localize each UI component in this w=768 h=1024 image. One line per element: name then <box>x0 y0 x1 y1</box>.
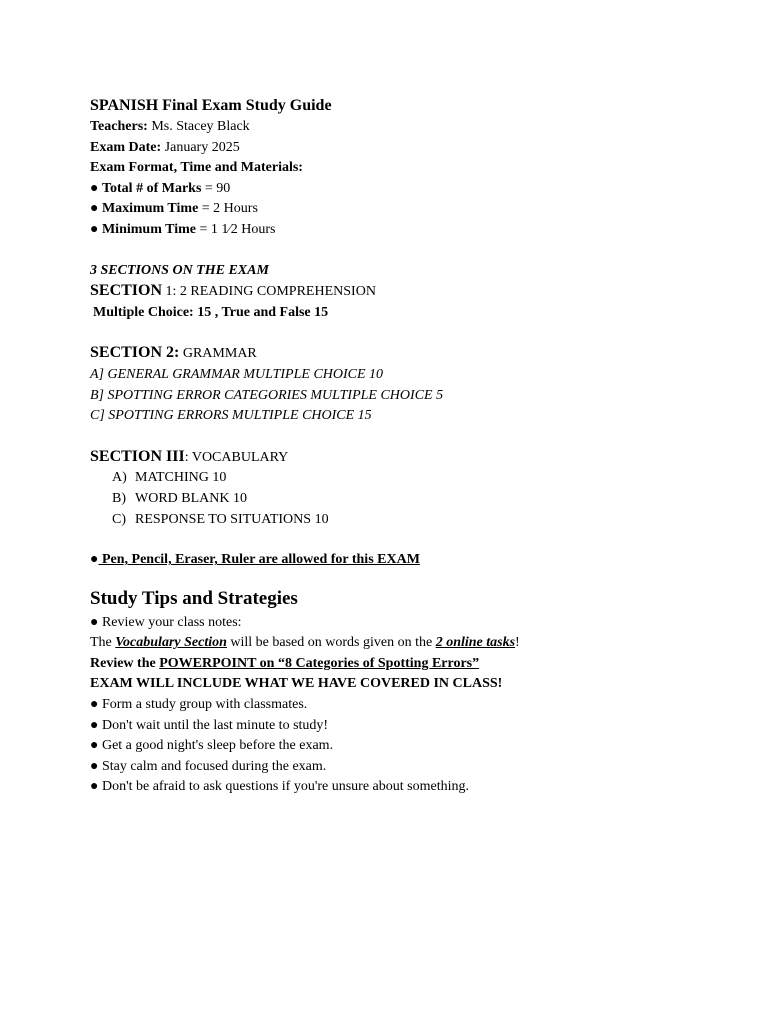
section3-heading <box>90 447 730 469</box>
exam-date-label: Exam Date: <box>90 139 162 155</box>
teachers-value: Ms. Stacey Black <box>151 119 250 134</box>
exam-date-value: January 2025 <box>164 139 240 155</box>
bullet-icon: ● <box>90 221 99 237</box>
spacer <box>90 571 730 585</box>
bullet-icon: ● <box>90 201 99 217</box>
vocab-post: ! <box>515 635 520 651</box>
exam-include-note: EXAM WILL INCLUDE WHAT WE HAVE COVERED IN CLASS! <box>90 676 503 692</box>
item-letter: B) <box>112 490 126 506</box>
review-notes: ● Review your class notes: <box>90 614 242 630</box>
bullet-icon: ● <box>90 552 99 568</box>
item-text: RESPONSE TO SITUATIONS 10 <box>135 511 329 527</box>
section2-item-a: A] GENERAL GRAMMAR MULTIPLE CHOICE 10 <box>90 366 384 382</box>
section3-item-c <box>90 510 730 531</box>
vocab-section-emphasis: Vocabulary Section <box>115 635 227 651</box>
format-heading: Exam Format, Time and Materials: <box>90 160 303 176</box>
spacer <box>90 323 730 343</box>
section1-heading <box>90 281 730 303</box>
item-letter: C) <box>112 511 126 527</box>
tip-item: ● Stay calm and focused during the exam. <box>90 758 327 774</box>
item-text: MATCHING 10 <box>135 470 227 486</box>
spacer <box>90 427 730 447</box>
format-item-value: = 2 Hours <box>201 201 258 217</box>
format-item-value: = 1 1⁄2 Hours <box>199 221 276 237</box>
vocab-pre: The <box>90 635 116 651</box>
powerpoint-pre: Review the <box>90 655 160 671</box>
section3-item-a <box>90 468 730 489</box>
powerpoint-line <box>90 654 730 675</box>
materials-note-text: Pen, Pencil, Eraser, Ruler are allowed for this EXAM <box>98 552 420 568</box>
section1-detail: Multiple Choice: 15 , True and False 15 <box>93 304 329 320</box>
vocab-line <box>90 633 730 654</box>
spacer <box>90 241 730 261</box>
section1-title: 1: 2 READING COMPREHENSION <box>162 284 376 300</box>
online-tasks-emphasis: 2 online tasks <box>435 635 516 651</box>
section1-label: SECTION <box>90 282 163 300</box>
powerpoint-link[interactable]: POWERPOINT on “8 Categories of Spotting Errors” <box>159 655 480 671</box>
materials-note <box>90 550 730 571</box>
format-item-min-time <box>90 220 730 241</box>
spacer <box>90 530 730 550</box>
section2-title: GRAMMAR <box>179 346 257 362</box>
tip-item: ● Form a study group with classmates. <box>90 697 308 713</box>
teachers-line <box>90 117 730 138</box>
section3-item-b <box>90 489 730 510</box>
study-tips-heading: Study Tips and Strategies <box>90 587 298 609</box>
format-item-marks <box>90 179 730 200</box>
format-item-label: Maximum Time <box>101 201 199 217</box>
bullet-icon: ● <box>90 180 99 196</box>
section3-label: SECTION III <box>90 447 185 465</box>
tip-item: ● Don't be afraid to ask questions if you're unsure about something. <box>90 779 469 795</box>
teachers-label: Teachers: <box>90 119 148 134</box>
vocab-mid: will be based on words given on the <box>226 635 436 651</box>
sections-heading: 3 SECTIONS ON THE EXAM <box>90 262 269 278</box>
section2-item-c: C] SPOTTING ERRORS MULTIPLE CHOICE 15 <box>90 408 372 424</box>
format-item-value: = 90 <box>204 180 231 196</box>
exam-date-line <box>90 138 730 159</box>
format-item-label: Minimum Time <box>101 221 196 237</box>
format-item-label: Total # of Marks <box>101 180 202 196</box>
tip-item: ● Get a good night's sleep before the exam. <box>90 738 334 754</box>
item-letter: A) <box>112 470 127 486</box>
section3-title: : VOCABULARY <box>184 449 289 465</box>
page-title: SPANISH Final Exam Study Guide <box>90 97 332 114</box>
item-text: WORD BLANK 10 <box>135 490 247 506</box>
section2-heading <box>90 343 730 365</box>
format-item-max-time <box>90 199 730 220</box>
section2-label: SECTION 2: <box>90 344 180 362</box>
section2-item-b: B] SPOTTING ERROR CATEGORIES MULTIPLE CHOICE 5 <box>90 387 444 403</box>
tip-item: ● Don't wait until the last minute to study! <box>90 717 329 733</box>
